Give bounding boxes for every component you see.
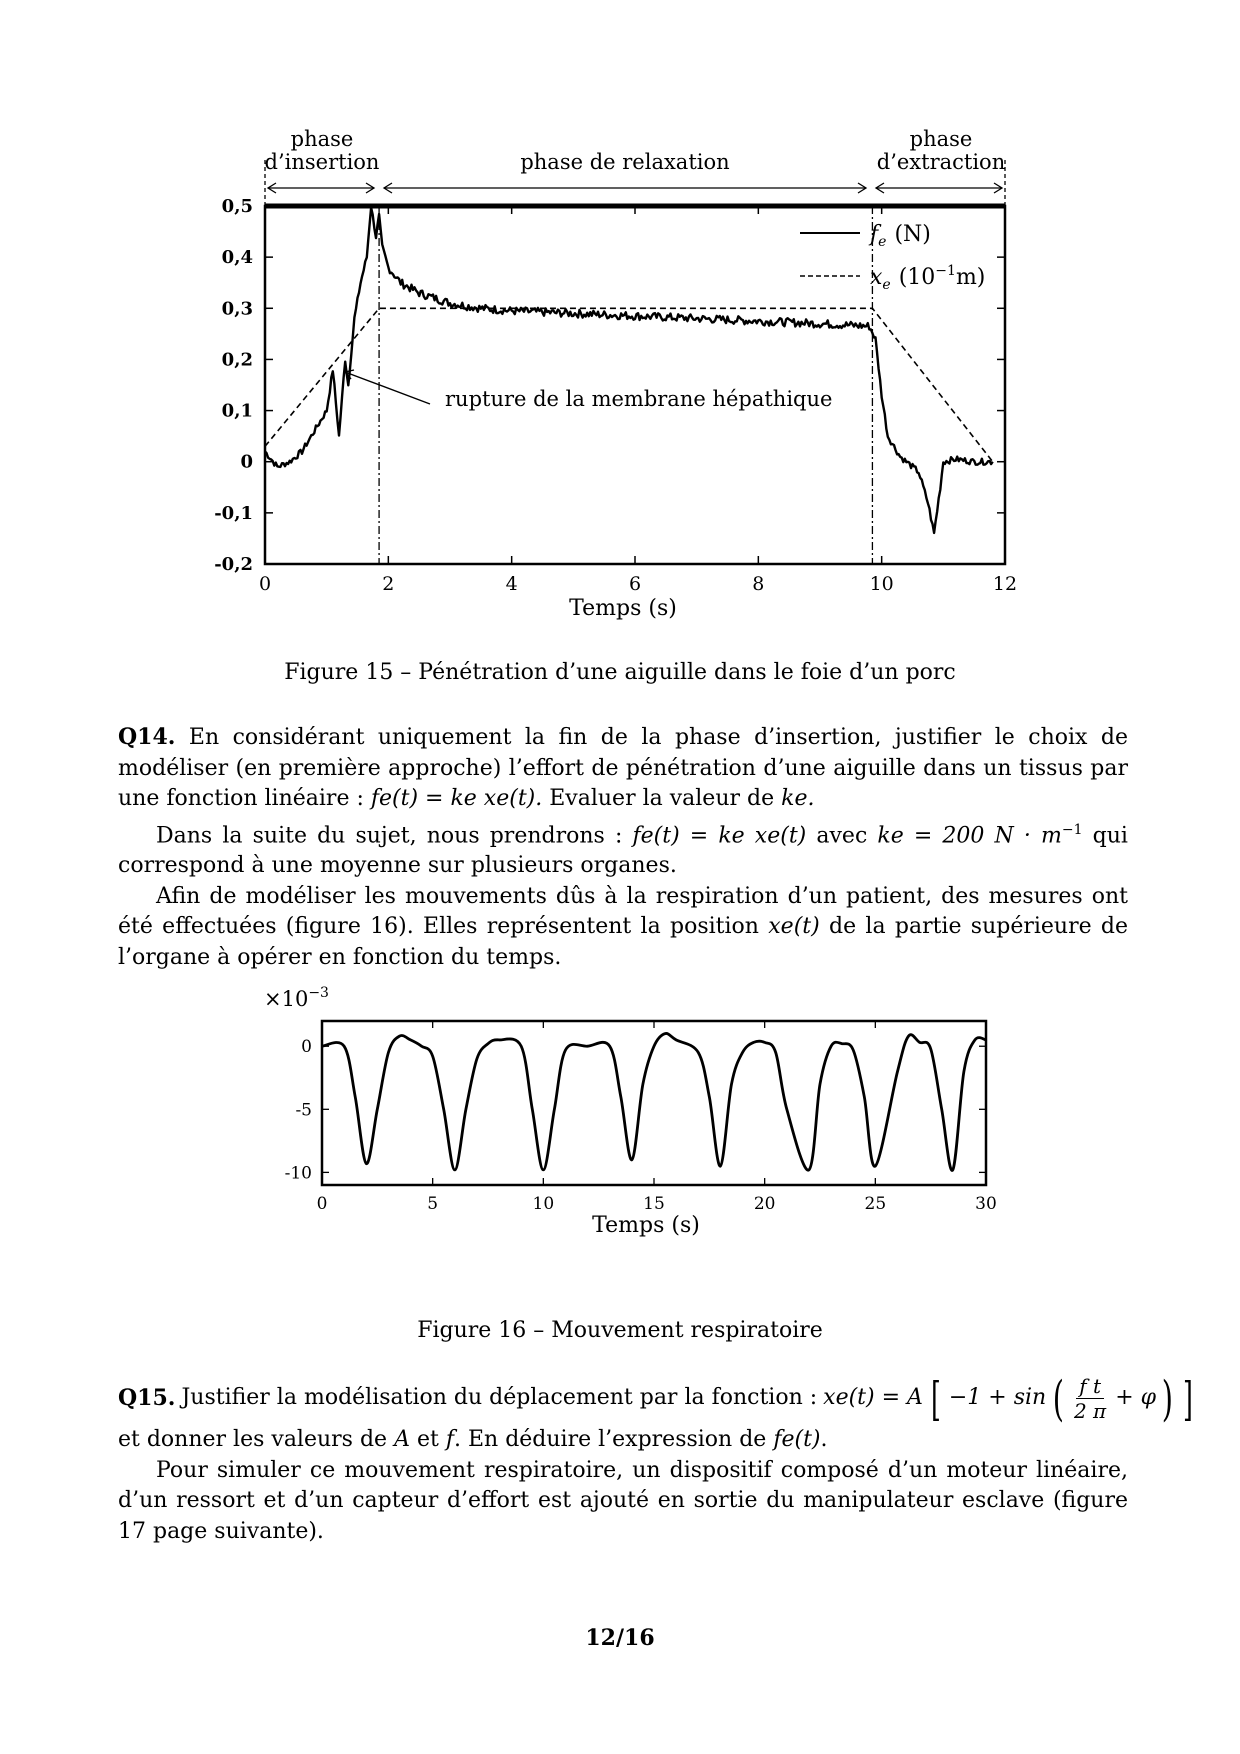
q14-text-2: Evaluer la valeur de xyxy=(549,786,775,811)
q15-formula-lhs: xe(t) = A xyxy=(823,1385,923,1411)
fig16-x-tick-label: 25 xyxy=(864,1194,887,1214)
q15-paren-open: ( xyxy=(1052,1370,1065,1427)
fig15-y-tick-label: -0,1 xyxy=(214,502,253,524)
fig15-x-tick-label: 12 xyxy=(992,573,1018,595)
q15-frac-num: f t xyxy=(1076,1374,1104,1399)
para2-text-3: qui correspond à une moyenne sur plusieurs organes. xyxy=(118,822,1128,879)
fig15-y-tick-label: -0,2 xyxy=(214,554,253,575)
q15-label: Q15. xyxy=(118,1385,176,1412)
para2-formula: fe(t) = ke xe(t) xyxy=(632,822,807,848)
fig15-phase-boundaries xyxy=(379,206,872,564)
fig15-y-tick-label: 0,1 xyxy=(221,400,253,422)
figure-16 xyxy=(0,960,1240,1280)
phase-insertion-label-1: phase xyxy=(290,127,354,151)
fig15-series-fe xyxy=(265,208,993,533)
fig15-x-tick-label: 8 xyxy=(752,573,765,595)
page-number: 12/16 xyxy=(585,1625,655,1651)
q15-phi: + φ xyxy=(1115,1385,1157,1411)
phase-extraction-label-1: phase xyxy=(909,127,973,151)
q14-text-1: En considérant uniquement la fin de la phase d’insertion, justifier le choix de modéliser (en première approche) l’effort de pénétration d’une aiguille dans un tissus par une fonction linéaire : xyxy=(118,725,1129,811)
q15-text-3: et xyxy=(416,1427,439,1452)
para3-xe: xe(t) xyxy=(768,914,820,940)
fig16-y-tick-label: -5 xyxy=(295,1100,312,1121)
q14-ke: ke. xyxy=(781,786,815,811)
fig15-y-tick-label: 0,4 xyxy=(221,247,253,269)
fig15-ticks xyxy=(265,206,1005,564)
fig16-scale-factor: $\times 10^{-3}$ xyxy=(264,985,329,1011)
q15-bracket-close: ] xyxy=(1182,1371,1193,1426)
para2-text-2: avec xyxy=(816,822,868,848)
para2-ke-value: ke = 200 N · m xyxy=(877,822,1062,848)
para3-text-2: de la partie supérieure de l’organe à opérer en fonction du temps. xyxy=(118,914,1129,970)
para4-text: Pour simuler ce mouvement respiratoire, un dispositif composé d’un moteur linéaire, d’un ressort et d’un capteur d’effort est ajouté en sortie du manipulateur esclave (figure 17 page suivante). xyxy=(118,1457,1128,1544)
fig16-x-axis-label: Temps (s) xyxy=(592,1213,700,1238)
svg-text:fe(N): $f_e$ (N) xyxy=(870,222,931,250)
fig15-x-tick-label: 6 xyxy=(628,573,642,595)
q15-text-2: et donner les valeurs de xyxy=(118,1427,388,1452)
fig16-x-tick-label: 30 xyxy=(975,1194,997,1214)
fig15-plot-frame xyxy=(265,206,1005,564)
q14-block xyxy=(118,722,1128,973)
fig16-x-tick-label: 15 xyxy=(643,1194,665,1214)
fig15-x-tick-label: 2 xyxy=(382,573,395,595)
q15-frac-den: 2 π xyxy=(1073,1399,1107,1423)
q15-A: A xyxy=(394,1427,410,1452)
fig16-y-label-holder xyxy=(240,1020,280,1210)
fig15-x-tick-label: 10 xyxy=(869,573,894,595)
fig16-x-tick-label: 20 xyxy=(753,1194,776,1214)
q15-f: f xyxy=(445,1427,454,1452)
q15-bracket-open: [ xyxy=(930,1371,941,1426)
fig15-annotation xyxy=(345,370,832,411)
q15-paren-close: ) xyxy=(1161,1370,1174,1427)
fig15-y-tick-label: 0 xyxy=(240,451,253,473)
fig16-tick-labels xyxy=(285,1037,997,1214)
fig16-x-tick-label: 5 xyxy=(427,1194,439,1214)
fig16-y-tick-label: -10 xyxy=(284,1163,312,1184)
fig16-y-tick-label: 0 xyxy=(301,1037,312,1058)
q15-fraction xyxy=(1071,1374,1109,1423)
figure-15 xyxy=(0,0,1240,640)
fig15-y-tick-label: 0,5 xyxy=(221,196,253,217)
fig16-x-tick-label: 10 xyxy=(532,1194,555,1214)
figure-16-caption: Figure 16 – Mouvement respiratoire xyxy=(417,1318,823,1343)
q15-text-4: . En déduire l’expression de xyxy=(453,1427,767,1452)
fig15-series-xe xyxy=(265,308,993,461)
q15-fe: fe(t) xyxy=(773,1427,821,1452)
fig15-y-tick-label: 0,2 xyxy=(221,349,253,371)
fig15-y-tick-label: 0,3 xyxy=(221,298,253,320)
q15-formula-inner: −1 + sin xyxy=(948,1385,1047,1411)
svg-text:rupture de la membrane hépathi: rupture de la membrane hépathique xyxy=(445,387,833,411)
phase-insertion-label-2: d’insertion xyxy=(264,150,380,174)
svg-text:xe(10−1m): $x_e$ $(10^{-1}m)$ xyxy=(870,263,986,293)
phase-extraction-label-2: d’extraction xyxy=(876,150,1006,174)
fig15-x-tick-label: 4 xyxy=(505,573,518,595)
fig16-series-position xyxy=(322,1033,986,1170)
figure-15-caption: Figure 15 – Pénétration d’une aiguille dans le foie d’un porc xyxy=(284,660,956,685)
phase-relaxation-label: phase de relaxation xyxy=(520,150,730,174)
q15-text-1: Justifier la modélisation du déplacement par la fonction : xyxy=(181,1385,818,1411)
fig15-legend xyxy=(800,222,985,293)
fig15-x-axis-label: Temps (s) xyxy=(569,596,677,621)
para2-text-1: Dans la suite du sujet, nous prendrons : xyxy=(156,822,623,848)
fig15-x-tick-label: 0 xyxy=(258,573,272,595)
q15-block xyxy=(118,1370,1193,1547)
para2-ke-exp: −1 xyxy=(1061,821,1083,838)
q14-formula: fe(t) = ke xe(t). xyxy=(370,786,543,811)
q14-label: Q14. xyxy=(118,724,176,750)
fig16-x-tick-label: 0 xyxy=(316,1194,328,1214)
para3-text-1: Afin de modéliser les mouvements dûs à la respiration d’un patient, des mesures ont été effectuées (figure 16). Elles représentent la position xyxy=(118,883,1128,940)
q15-text-5: . xyxy=(820,1427,828,1452)
